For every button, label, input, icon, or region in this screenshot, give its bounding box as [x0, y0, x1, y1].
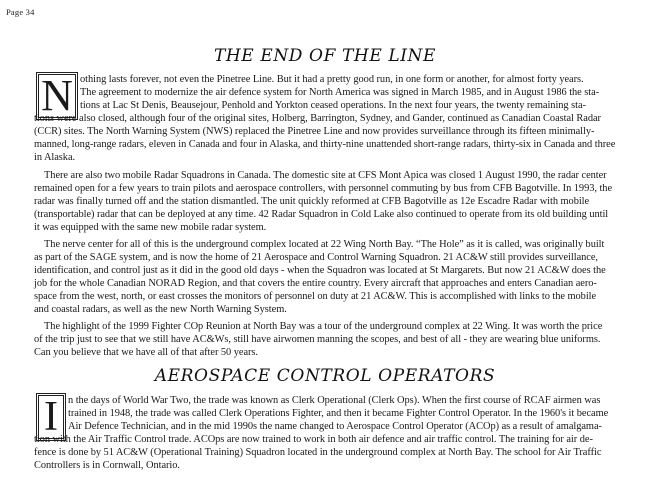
- paragraph-line: tions at Lac St Denis, Beausejour, Penhold and Yorkton ceased operations. In the next four years, the twenty remaining sta-: [80, 100, 586, 111]
- paragraph-line: The agreement to modernize the air defence system for North America was signed in March 1985, and in August 1986 the sta-: [80, 87, 600, 98]
- drop-cap-letter: I: [38, 395, 64, 439]
- section-title-aerospace-control-operators: AEROSPACE CONTROL OPERATORS: [154, 366, 496, 386]
- paragraph-line: in Alaska.: [34, 152, 76, 163]
- paragraph-line: radar was finally turned off and the station dismantled. The unit quickly reformed at CFB Bagotville as 12e Escadre Radar with mobile: [34, 196, 590, 207]
- paragraph-line: manned, long-range radars, eleven in Canada and four in Alaska, and thirty-nine unattended short-range radars, thirty-six in Canada and three: [34, 139, 616, 150]
- page-number: Page 34: [6, 7, 35, 17]
- paragraph-line: Air Defence Technician, and in the mid 1990s the name changed to Aerospace Control Operator (ACOp) as a result of amalgama-: [68, 421, 602, 432]
- paragraph-line: othing lasts forever, not even the Pinetree Line. But it had a pretty good run, in one form or another, for almost forty years.: [80, 74, 584, 85]
- paragraph-line: trained in 1948, the trade was called Clerk Operations Fighter, and then it became Fighter Control Operator. In the 1960's it became: [68, 408, 609, 419]
- paragraph-line: remained open for a few years to train pilots and aerospace controllers, with personnel commuting by bus from CFB Bagotville. In 1993, the: [34, 183, 613, 194]
- paragraph-line: The highlight of the 1999 Fighter COp Reunion at North Bay was a tour of the underground complex at 22 Wing. It was worth the price: [44, 321, 603, 332]
- paragraph-line: (transportable) radar that can be deployed at any time. 42 Radar Squadron in Cold Lake also continued to operate from its old building until: [34, 209, 609, 220]
- drop-cap-letter: N: [38, 74, 76, 118]
- paragraph-line: as part of the SAGE system, and is now the home of 21 Aerospace and Control Warning Squadron. 21 AC&W still provides surveillance,: [34, 252, 598, 263]
- paragraph-line: it was equipped with the same new mobile radar system.: [34, 222, 267, 233]
- paragraph-line: fence is done by 51 AC&W (Operational Training) Squadron located in the underground complex at North Bay. The school for Air Traffic: [34, 447, 602, 458]
- paragraph-line: tion with the Air Traffic Control trade. ACOps are now trained to work in both air defence and air traffic control. The training for air de-: [34, 434, 593, 445]
- paragraph-line: and coastal radars, as well as the new North Warning System.: [34, 304, 287, 315]
- paragraph-line: Controllers is in Cornwall, Ontario.: [34, 460, 180, 471]
- paragraph-line: There are also two mobile Radar Squadrons in Canada. The domestic site at CFS Mont Apica was closed 1 August 1990, the radar center: [44, 170, 607, 181]
- section-title-end-of-the-line: THE END OF THE LINE: [213, 46, 437, 66]
- paragraph-line: (CCR) sites. The North Warning System (NWS) replaced the Pinetree Line and now provides surveillance through its fifteen minimally-: [34, 126, 595, 137]
- paragraph-line: of the trip just to see that we still have AC&Ws, still have airwomen manning the scopes, and best of all - they are wearing blue uniforms.: [34, 334, 601, 345]
- paragraph-line: Can you believe that we have all of that after 50 years.: [34, 347, 258, 358]
- paragraph-line: n the days of World War Two, the trade was known as Clerk Operational (Clerk Ops). When the first course of RCAF airmen was: [68, 395, 601, 406]
- paragraph-line: job for the whole Canadian NORAD Region, and that covers the entire country. Every aircraft that approaches and enters Canadian aero-: [34, 278, 597, 289]
- paragraph-line: The nerve center for all of this is the underground complex located at 22 Wing North Bay. “The Hole” as it is called, was originally built: [44, 239, 605, 250]
- paragraph-line: identification, and control just as it did in the good old days - when the Squadron was located at St Margarets. But now 21 AC&W does the: [34, 265, 606, 276]
- paragraph-line: space from the west, north, or east crosses the monitors of personnel on duty at 21 AC&W. This is accomplished with links to the mobile: [34, 291, 597, 302]
- paragraph-line: tions were also closed, although four of the original sites, Holberg, Barrington, Sydney, and Gander, continued as Canadian Coastal Radar: [34, 113, 601, 124]
